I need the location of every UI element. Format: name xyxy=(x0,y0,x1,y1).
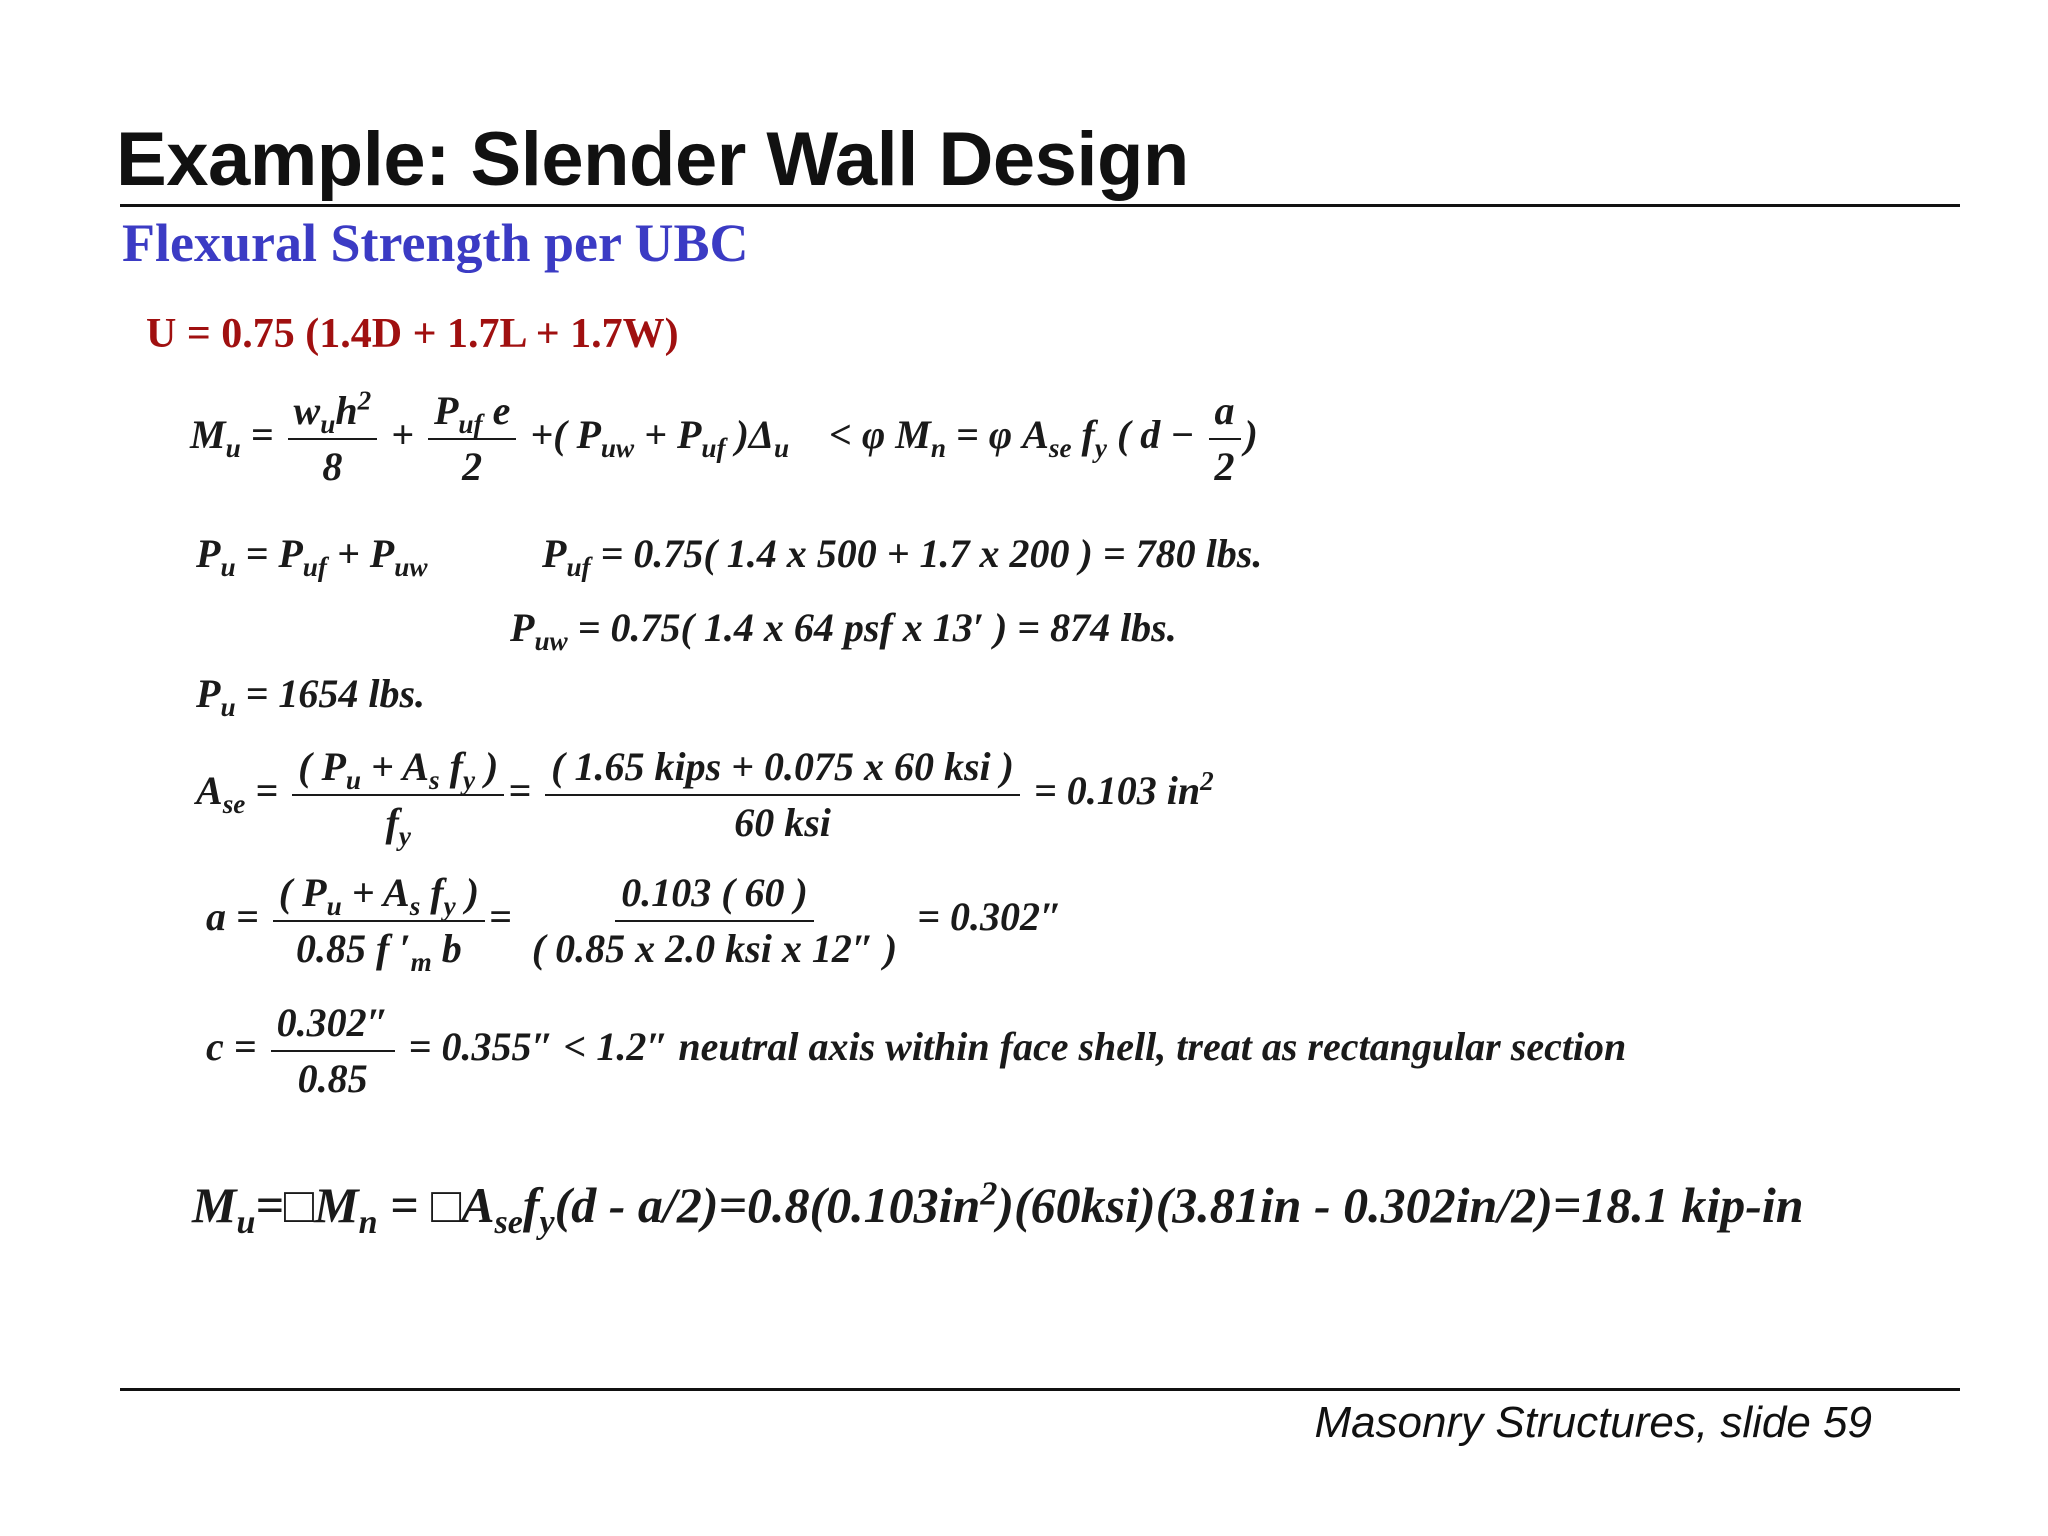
pu-definition: $P_u = P_{uf} + P_{uw}$ xyxy=(196,531,428,582)
moment-equation: $M_u$ = $\frac{w_uh^2}{8}$ + $\frac{P_{uf} e}{2}$ +( $P_{uw} + P_{uf}$ )$\Delta_u$ < φ $M_n = \varphi$ $A_{se}$ $f_y$ ( d − $\frac{a}{2}$ ) xyxy=(190,385,1258,489)
puw-equation: $P_{uw} = 0.75$( 1.4 x 64 psf x 13′ ) = 874 lbs. xyxy=(510,605,1177,656)
a-equation: a = $\frac{( P_u + A_s f_y )}{0.85 f '_m b}$ = $\frac{0.103 ( 60 )}{\text{( 0.85 x 2.0 ksi x 12″ )}}$ = 0.302″ xyxy=(206,870,1063,977)
missing-glyph-box: □ xyxy=(430,1177,462,1233)
slide-title: Example: Slender Wall Design xyxy=(116,117,1189,202)
pu-value: $P_u = 1654$ lbs. xyxy=(196,671,426,722)
fraction-c: $\frac{0.302''}{0.85}$ xyxy=(271,1000,395,1102)
slide-footer: Masonry Structures, slide 59 xyxy=(1314,1398,1872,1447)
missing-glyph-box: □ xyxy=(283,1177,315,1233)
fraction-pu-asfy-over-085fmb: $\frac{( P_u + A_s f_y )}{0.85 f '_m b}$ xyxy=(273,870,485,972)
slide-subtitle: Flexural Strength per UBC xyxy=(122,213,749,273)
fraction-wh2-over-8: $\frac{w_uh^2}{8}$ xyxy=(288,388,378,490)
load-combination: U = 0.75 (1.4D + 1.7L + 1.7W) xyxy=(146,311,679,357)
final-moment-equation: $M_u=□M_n$ = $□A_{se}f_y(d - a/2)=0.8(0.103in^2)(60ksi)(3.81in - 0.302in/2)=18.1$ kip-in xyxy=(192,1175,1804,1241)
c-equation: c = $\frac{0.302''}{0.85}$ = 0.355″ < 1.2″ neutral axis within face shell, treat as rectangular section xyxy=(206,1000,1627,1101)
fraction-ase-numeric: $\frac{\text{( 1.65 kips + 0.075 x 60 ksi )}}{\text{60 ksi}}$ xyxy=(545,744,1020,846)
footer-divider xyxy=(120,1388,1960,1391)
ase-equation: $A_{se}$ = $\frac{( P_u + A_s f_y )}{f_y}$ = $\frac{\text{( 1.65 kips + 0.075 x 60 ksi )}}{\text{60 ksi}}$ = 0.103 $in^2$ xyxy=(196,744,1214,851)
fraction-pu-asfy-over-fy: $\frac{( P_u + A_s f_y )}{f_y}$ xyxy=(292,744,504,846)
fraction-a-over-2: $\frac{a}{2}$ xyxy=(1209,388,1241,490)
puf-equation: $P_{uf} = 0.75$( 1.4 x 500 + 1.7 x 200 ) = 780 lbs. xyxy=(542,531,1263,582)
fraction-a-numeric: $\frac{0.103 ( 60 )}{\text{( 0.85 x 2.0 ksi x 12″ )}}$ xyxy=(531,870,898,971)
title-divider xyxy=(120,204,1960,207)
fraction-pufe-over-2: $\frac{P_{uf} e}{2}$ xyxy=(428,388,516,490)
